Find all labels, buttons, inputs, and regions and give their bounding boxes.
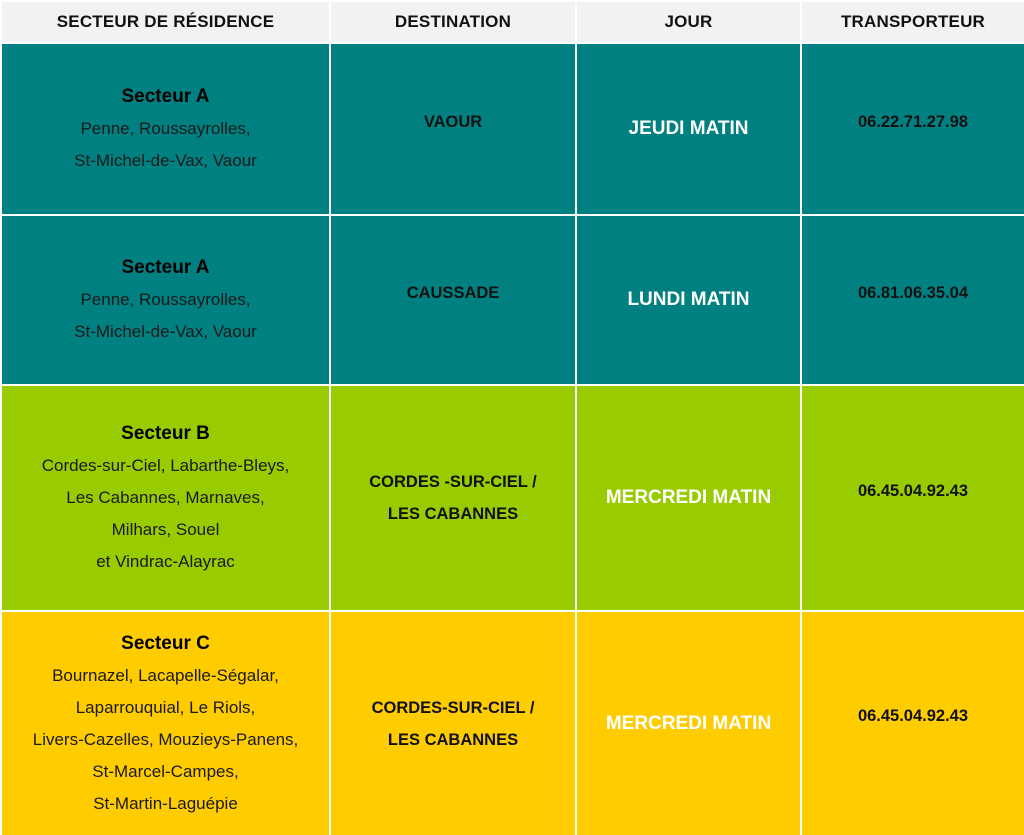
communes-list: Penne, Roussayrolles, St-Michel-de-Vax, Vaour [74,290,257,341]
transporteur-phone: 06.81.06.35.04 [857,283,969,302]
jour-label: LUNDI MATIN [627,289,750,310]
header-transporteur: TRANSPORTEUR [801,1,1024,43]
transporteur-cell [801,385,1024,611]
secteur-name: Secteur B [121,423,210,444]
jour-cell [576,215,801,385]
jour-label: MERCREDI MATIN [605,712,772,734]
secteur-cell [1,215,330,385]
transporteur-phone: 06.45.04.92.43 [857,481,969,500]
secteur-cell [1,611,330,835]
transporteur-phone: 06.45.04.92.43 [857,707,969,725]
communes-list: Penne, Roussayrolles, St-Michel-de-Vax, Vaour [74,119,257,170]
jour-cell [576,43,801,215]
header-secteur: SECTEUR DE RÉSIDENCE [1,1,330,43]
table-row [1,215,1024,385]
destination-name: CORDES -SUR-CIEL / LES CABANNES [369,473,537,523]
destination-cell [330,215,576,385]
secteur-name: Secteur C [121,632,210,654]
communes-list: Cordes-sur-Ciel, Labarthe-Bleys, Les Cabannes, Marnaves, Milhars, Souel et Vindrac-Alayrac [41,456,290,571]
header-row [1,1,1024,43]
jour-label: MERCREDI MATIN [605,487,772,508]
destination-cell [330,385,576,611]
table-body [1,43,1024,835]
destination-name: CORDES-SUR-CIEL / LES CABANNES [371,698,535,749]
destination-name: CAUSSADE [406,284,500,302]
table-row [1,385,1024,611]
table-row [1,43,1024,215]
header-destination: DESTINATION [330,1,576,43]
destination-cell [330,611,576,835]
table-row [1,611,1024,835]
transporteur-cell [801,611,1024,835]
jour-cell [576,385,801,611]
header-jour: JOUR [576,1,801,43]
destination-name: VAOUR [423,113,483,131]
communes-list: Bournazel, Lacapelle-Ségalar, Laparrouquial, Le Riols, Livers-Cazelles, Mouzieys-Panens, St-Marcel-Campes, St-Martin-Laguépie [32,665,299,813]
jour-cell [576,611,801,835]
table-header [1,1,1024,43]
secteur-cell [1,43,330,215]
transporteur-phone: 06.22.71.27.98 [857,112,969,131]
secteur-name: Secteur A [121,257,210,278]
transporteur-cell [801,215,1024,385]
secteur-name: Secteur A [121,86,210,107]
secteur-cell [1,385,330,611]
destination-cell [330,43,576,215]
transporteur-cell [801,43,1024,215]
jour-label: JEUDI MATIN [628,118,749,139]
